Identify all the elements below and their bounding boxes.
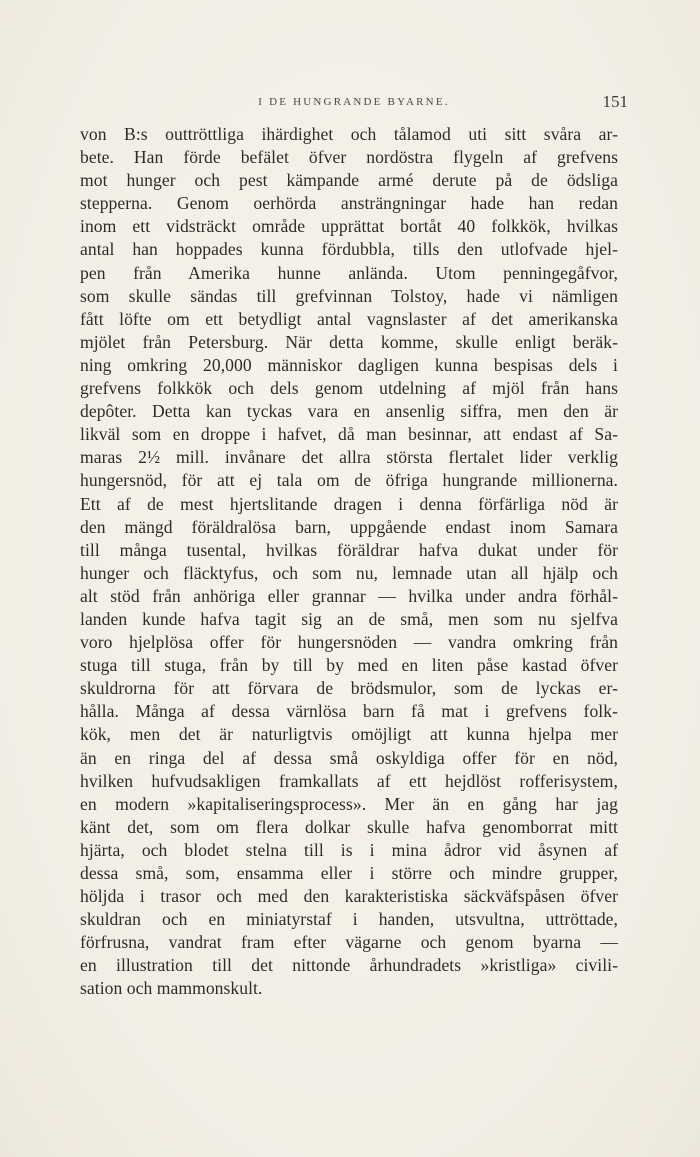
text-line: hunger och fläcktyfus, och som nu, lemnade utan all hjälp och	[80, 562, 618, 583]
text-line: stuga till stuga, från by till by med en liten påse kastad öfver	[80, 655, 618, 676]
text-line: hvilken hufvudsakligen framkallats af ett hejdlöst rofferisystem,	[80, 770, 618, 791]
text-line: en modern »kapitaliseringsprocess». Mer än en gång har jag	[80, 793, 618, 814]
text-line: stepperna. Genom oerhörda ansträngningar hade han redan	[80, 193, 618, 214]
running-head	[80, 92, 628, 112]
text-line: ning omkring 20,000 människor dagligen kunna bespisas dels i	[80, 354, 618, 375]
text-line: hungersnöd, för att ej tala om de öfriga hungrande millionerna.	[80, 470, 618, 491]
text-line: hjärta, och blodet stelna till is i mina ådror vid åsynen af	[80, 839, 618, 860]
text-line: bete. Han förde befälet öfver nordöstra flygeln af grefvens	[80, 147, 618, 168]
text-line: fått löfte om ett betydligt antal vagnslaster af det amerikanska	[80, 308, 618, 329]
text-line: förfrusna, vandrat fram efter vägarne och genom byarna —	[80, 932, 618, 953]
page-number: 151	[602, 92, 628, 111]
text-line: pen från Amerika hunne anlända. Utom penningegåfvor,	[80, 262, 618, 283]
text-line: kök, men det är naturligtvis omöjligt att kunna hjelpa mer	[80, 724, 618, 745]
text-line: till många tusental, hvilkas föräldrar hafva dukat under för	[80, 539, 618, 560]
text-line: en illustration till det nittonde århundradets »kristliga» civili-	[80, 955, 618, 976]
text-line: antal han hoppades kunna fördubbla, tills den utlofvade hjel-	[80, 239, 618, 260]
text-line: depôter. Detta kan tyckas vara en ansenlig siffra, men den är	[80, 401, 618, 422]
text-line: sation och mammonskult.	[80, 978, 263, 999]
text-line: känt det, som om flera dolkar skulle hafva genomborrat mitt	[80, 816, 618, 837]
running-title: I DE HUNGRANDE BYARNE.	[258, 96, 450, 108]
text-line: voro hjelplösa offer för hungersnöden — vandra omkring från	[80, 632, 618, 653]
body-text	[80, 123, 618, 1001]
text-line: dessa små, som, ensamma eller i större och mindre grupper,	[80, 863, 618, 883]
text-line: landen kunde hafva tagit sig an de små, men som nu sjelfva	[80, 608, 618, 629]
text-line: alt stöd från anhöriga eller grannar — hvilka under andra förhål-	[80, 585, 618, 606]
text-line: än en ringa del af dessa små oskyldiga offer för en nöd,	[80, 747, 618, 768]
text-line: mjölet från Petersburg. När detta komme, skulle enligt beräk-	[80, 331, 618, 352]
text-line: höljda i trasor och med den karakteristiska säckväfspåsen öfver	[80, 886, 618, 907]
text-line: von B:s outtröttliga ihärdighet och tålamod uti sitt svåra ar-	[80, 124, 618, 144]
text-line: likväl som en droppe i hafvet, då man besinnar, att endast af Sa-	[80, 424, 618, 445]
text-line: som skulle sändas till grefvinnan Tolstoy, hade vi nämligen	[80, 285, 618, 306]
text-line: maras 2½ mill. invånare det allra största flertalet lider verklig	[80, 447, 618, 468]
text-line: skuldrorna för att förvara de brödsmulor, som de lyckas er-	[80, 678, 618, 699]
text-line: mot hunger och pest kämpande armé derute på de ödsliga	[80, 170, 618, 191]
text-line: inom ett vidsträckt område upprättat bortåt 40 folkkök, hvilkas	[80, 216, 618, 237]
text-line: den mängd föräldralösa barn, uppgående endast inom Samara	[80, 516, 618, 537]
text-line: Ett af de mest hjertslitande dragen i denna förfärliga nöd är	[80, 493, 618, 514]
text-line: hålla. Många af dessa värnlösa barn få mat i grefvens folk-	[80, 701, 618, 722]
text-line: grefvens folkkök och dels genom utdelning af mjöl från hans	[80, 378, 618, 399]
text-line: skuldran och en miniatyrstaf i handen, utsvultna, uttröttade,	[80, 909, 618, 930]
